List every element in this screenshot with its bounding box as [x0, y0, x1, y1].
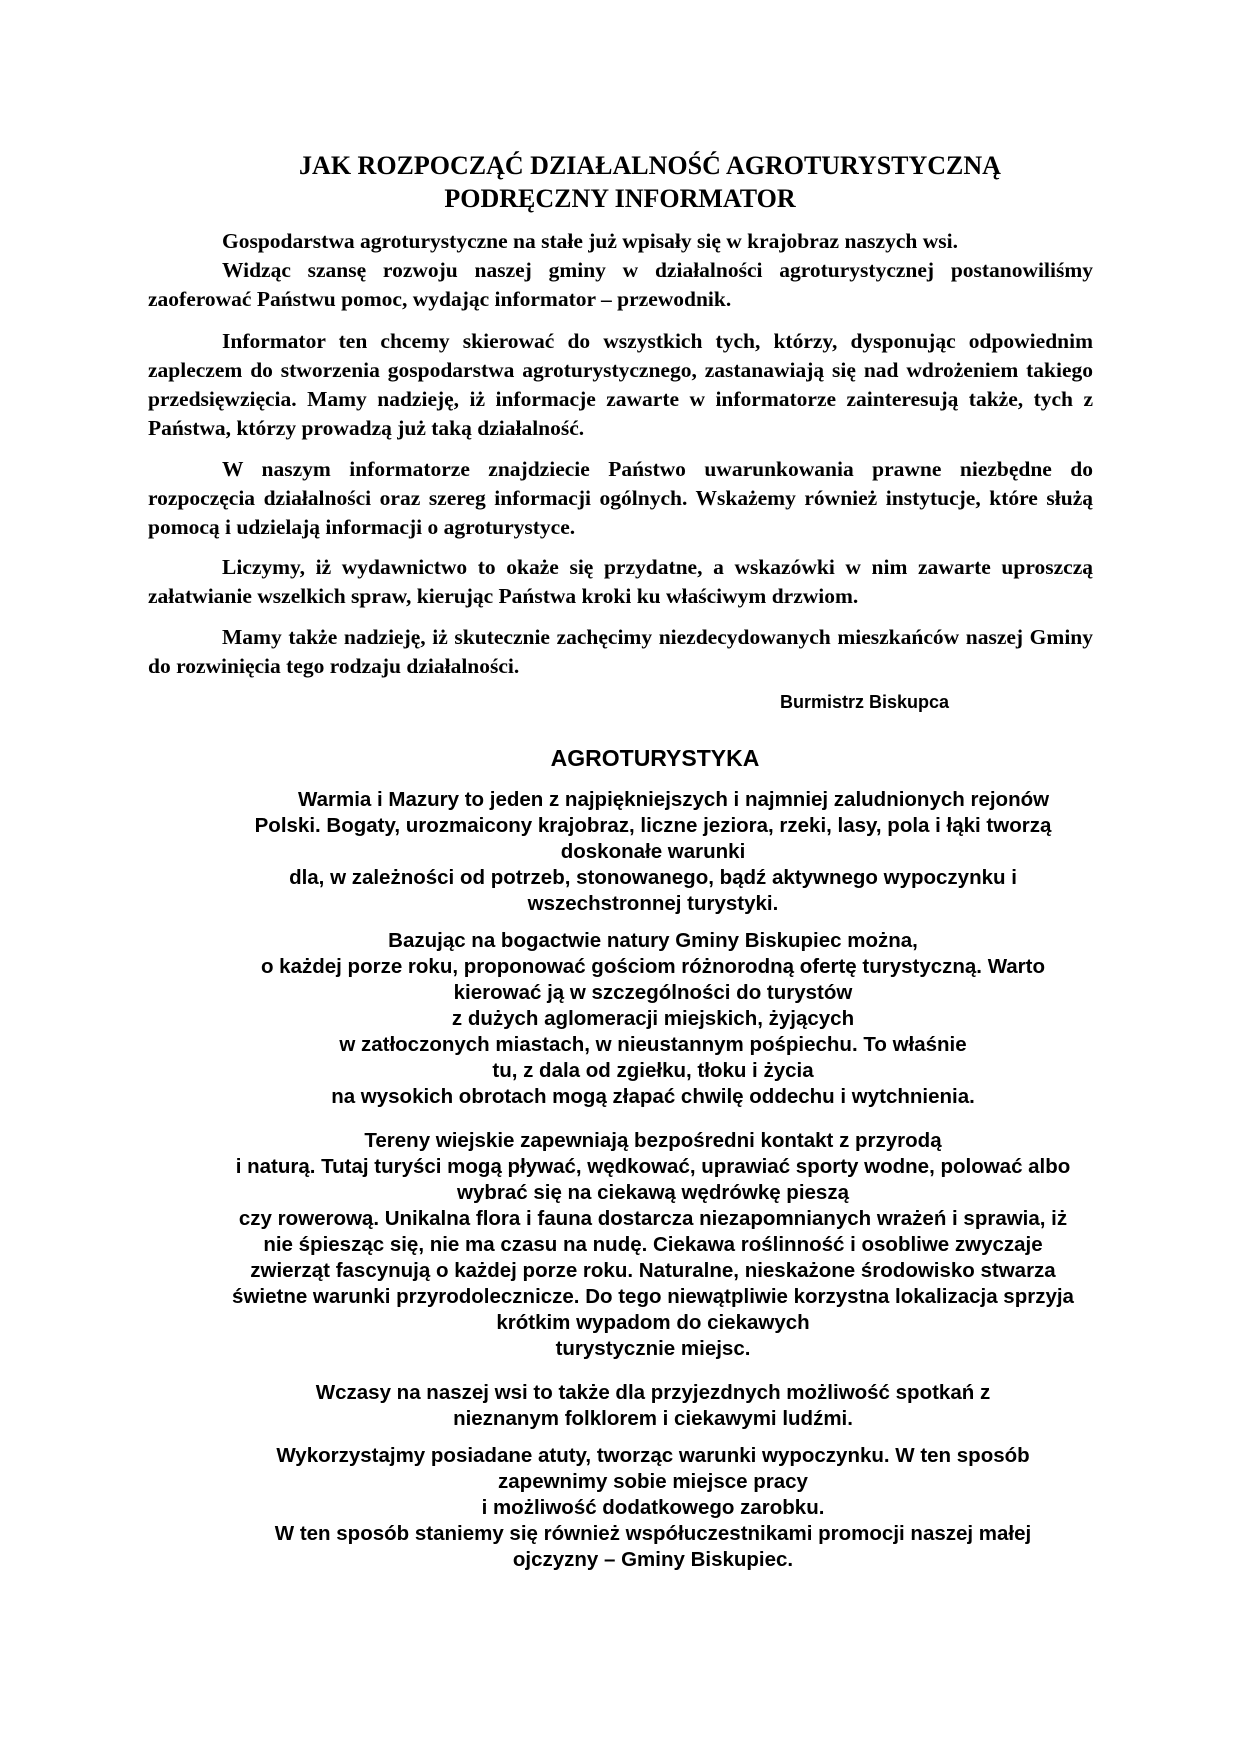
text-line: nie śpiesząc się, nie ma czasu na nudę. Ciekawa roślinność i osobliwe zwyczaje: [263, 1233, 1043, 1256]
document-title: JAK ROZPOCZĄĆ DZIAŁALNOŚĆ AGROTURYSTYCZNĄ: [299, 151, 1001, 180]
intro-paragraph: W naszym informatorze znajdziecie Państwo uwarunkowania prawne niezbędne do rozpoczęcia działalności oraz szereg informacji ogólnych. Wskażemy również instytucje, które służą pomocą i udzielają informacji o agroturystyce.: [148, 457, 1093, 539]
text-line: kierować ją w szczególności do turystów: [453, 981, 853, 1004]
section-paragraph: [148, 1128, 1158, 1362]
signature: Burmistrz Biskupca: [780, 692, 950, 712]
text-line: turystycznie miejsc.: [555, 1337, 751, 1360]
text-line: W ten sposób staniemy się również współuczestnikami promocji naszej małej: [274, 1522, 1032, 1545]
text-line: i możliwość dodatkowego zarobku.: [481, 1496, 825, 1519]
text-line: i naturą. Tutaj turyści mogą pływać, wędkować, uprawiać sporty wodne, polować albo: [235, 1155, 1071, 1178]
text-line: Wykorzystajmy posiadane atuty, tworząc warunki wypoczynku. W ten sposób: [276, 1444, 1030, 1467]
text-line: nieznanym folklorem i ciekawymi ludźmi.: [453, 1407, 853, 1430]
text-line: zwierząt fascynują o każdej porze roku. Naturalne, nieskażone środowisko stwarza: [250, 1259, 1056, 1282]
text-line: krótkim wypadom do ciekawych: [496, 1311, 810, 1334]
section-title: AGROTURYSTYKA: [550, 745, 760, 771]
text-line: z dużych aglomeracji miejskich, żyjących: [451, 1007, 855, 1030]
text-line: Warmia i Mazury to jeden z najpiękniejszych i najmniej zaludnionych rejonów: [298, 788, 1050, 811]
section-paragraph: [148, 787, 1158, 917]
section-paragraph: [148, 1380, 1158, 1432]
text-line: Tereny wiejskie zapewniają bezpośredni kontakt z przyrodą: [364, 1129, 942, 1152]
section-paragraph: [148, 928, 1158, 1110]
text-line: na wysokich obrotach mogą złapać chwilę oddechu i wytchnienia.: [331, 1085, 975, 1108]
text-line: zapewnimy sobie miejsce pracy: [498, 1470, 808, 1493]
text-line: w zatłoczonych miastach, w nieustannym pośpiechu. To właśnie: [339, 1033, 967, 1056]
text-line: dla, w zależności od potrzeb, stonowanego, bądź aktywnego wypoczynku i: [289, 866, 1017, 889]
text-line: o każdej porze roku, proponować gościom różnorodną ofertę turystyczną. Warto: [260, 955, 1046, 978]
text-line: ojczyzny – Gminy Biskupiec.: [512, 1548, 794, 1571]
document-subtitle: PODRĘCZNY INFORMATOR: [444, 184, 796, 213]
text-line: tu, z dala od zgiełku, tłoku i życia: [492, 1059, 814, 1082]
text-line: wybrać się na ciekawą wędrówkę pieszą: [457, 1181, 849, 1204]
section-paragraph: [148, 1443, 1158, 1573]
text-line: Bazując na bogactwie natury Gminy Biskupiec można,: [388, 929, 918, 952]
text-line: Polski. Bogaty, urozmaicony krajobraz, liczne jeziora, rzeki, lasy, pola i łąki tworzą: [254, 814, 1052, 837]
intro-paragraph: Informator ten chcemy skierować do wszystkich tych, którzy, dysponując odpowiednim zapleczem do stworzenia gospodarstwa agroturystycznego, zastanawiają się nad wdrożeniem takiego przedsięwzięcia. Mamy nadzieję, iż informacje zawarte w informatorze zainteresują także, tych z Państwa, którzy prowadzą już taką działalność.: [148, 329, 1093, 440]
text-line: doskonałe warunki: [560, 840, 746, 863]
intro-paragraph: Gospodarstwa agroturystyczne na stałe już wpisały się w krajobraz naszych wsi.: [222, 229, 958, 253]
text-line: Wczasy na naszej wsi to także dla przyjezdnych możliwość spotkań z: [315, 1381, 991, 1404]
intro-paragraph: Liczymy, iż wydawnictwo to okaże się przydatne, a wskazówki w nim zawarte uproszczą załatwianie wszelkich spraw, kierując Państwa kroki ku właściwym drzwiom.: [148, 555, 1093, 608]
text-line: wszechstronnej turystyki.: [527, 892, 779, 915]
intro-paragraph: Widząc szansę rozwoju naszej gminy w działalności agroturystycznej postanowiliśmy zaoferować Państwu pomoc, wydając informator – przewodnik.: [148, 258, 1093, 311]
intro-paragraph: Mamy także nadzieję, iż skutecznie zachęcimy niezdecydowanych mieszkańców naszej Gminy do rozwinięcia tego rodzaju działalności.: [148, 625, 1093, 678]
text-line: świetne warunki przyrodolecznicze. Do tego niewątpliwie korzystna lokalizacja sprzyja: [232, 1285, 1074, 1308]
text-line: czy rowerową. Unikalna flora i fauna dostarcza niezapomnianych wrażeń i sprawia, iż: [238, 1207, 1068, 1230]
